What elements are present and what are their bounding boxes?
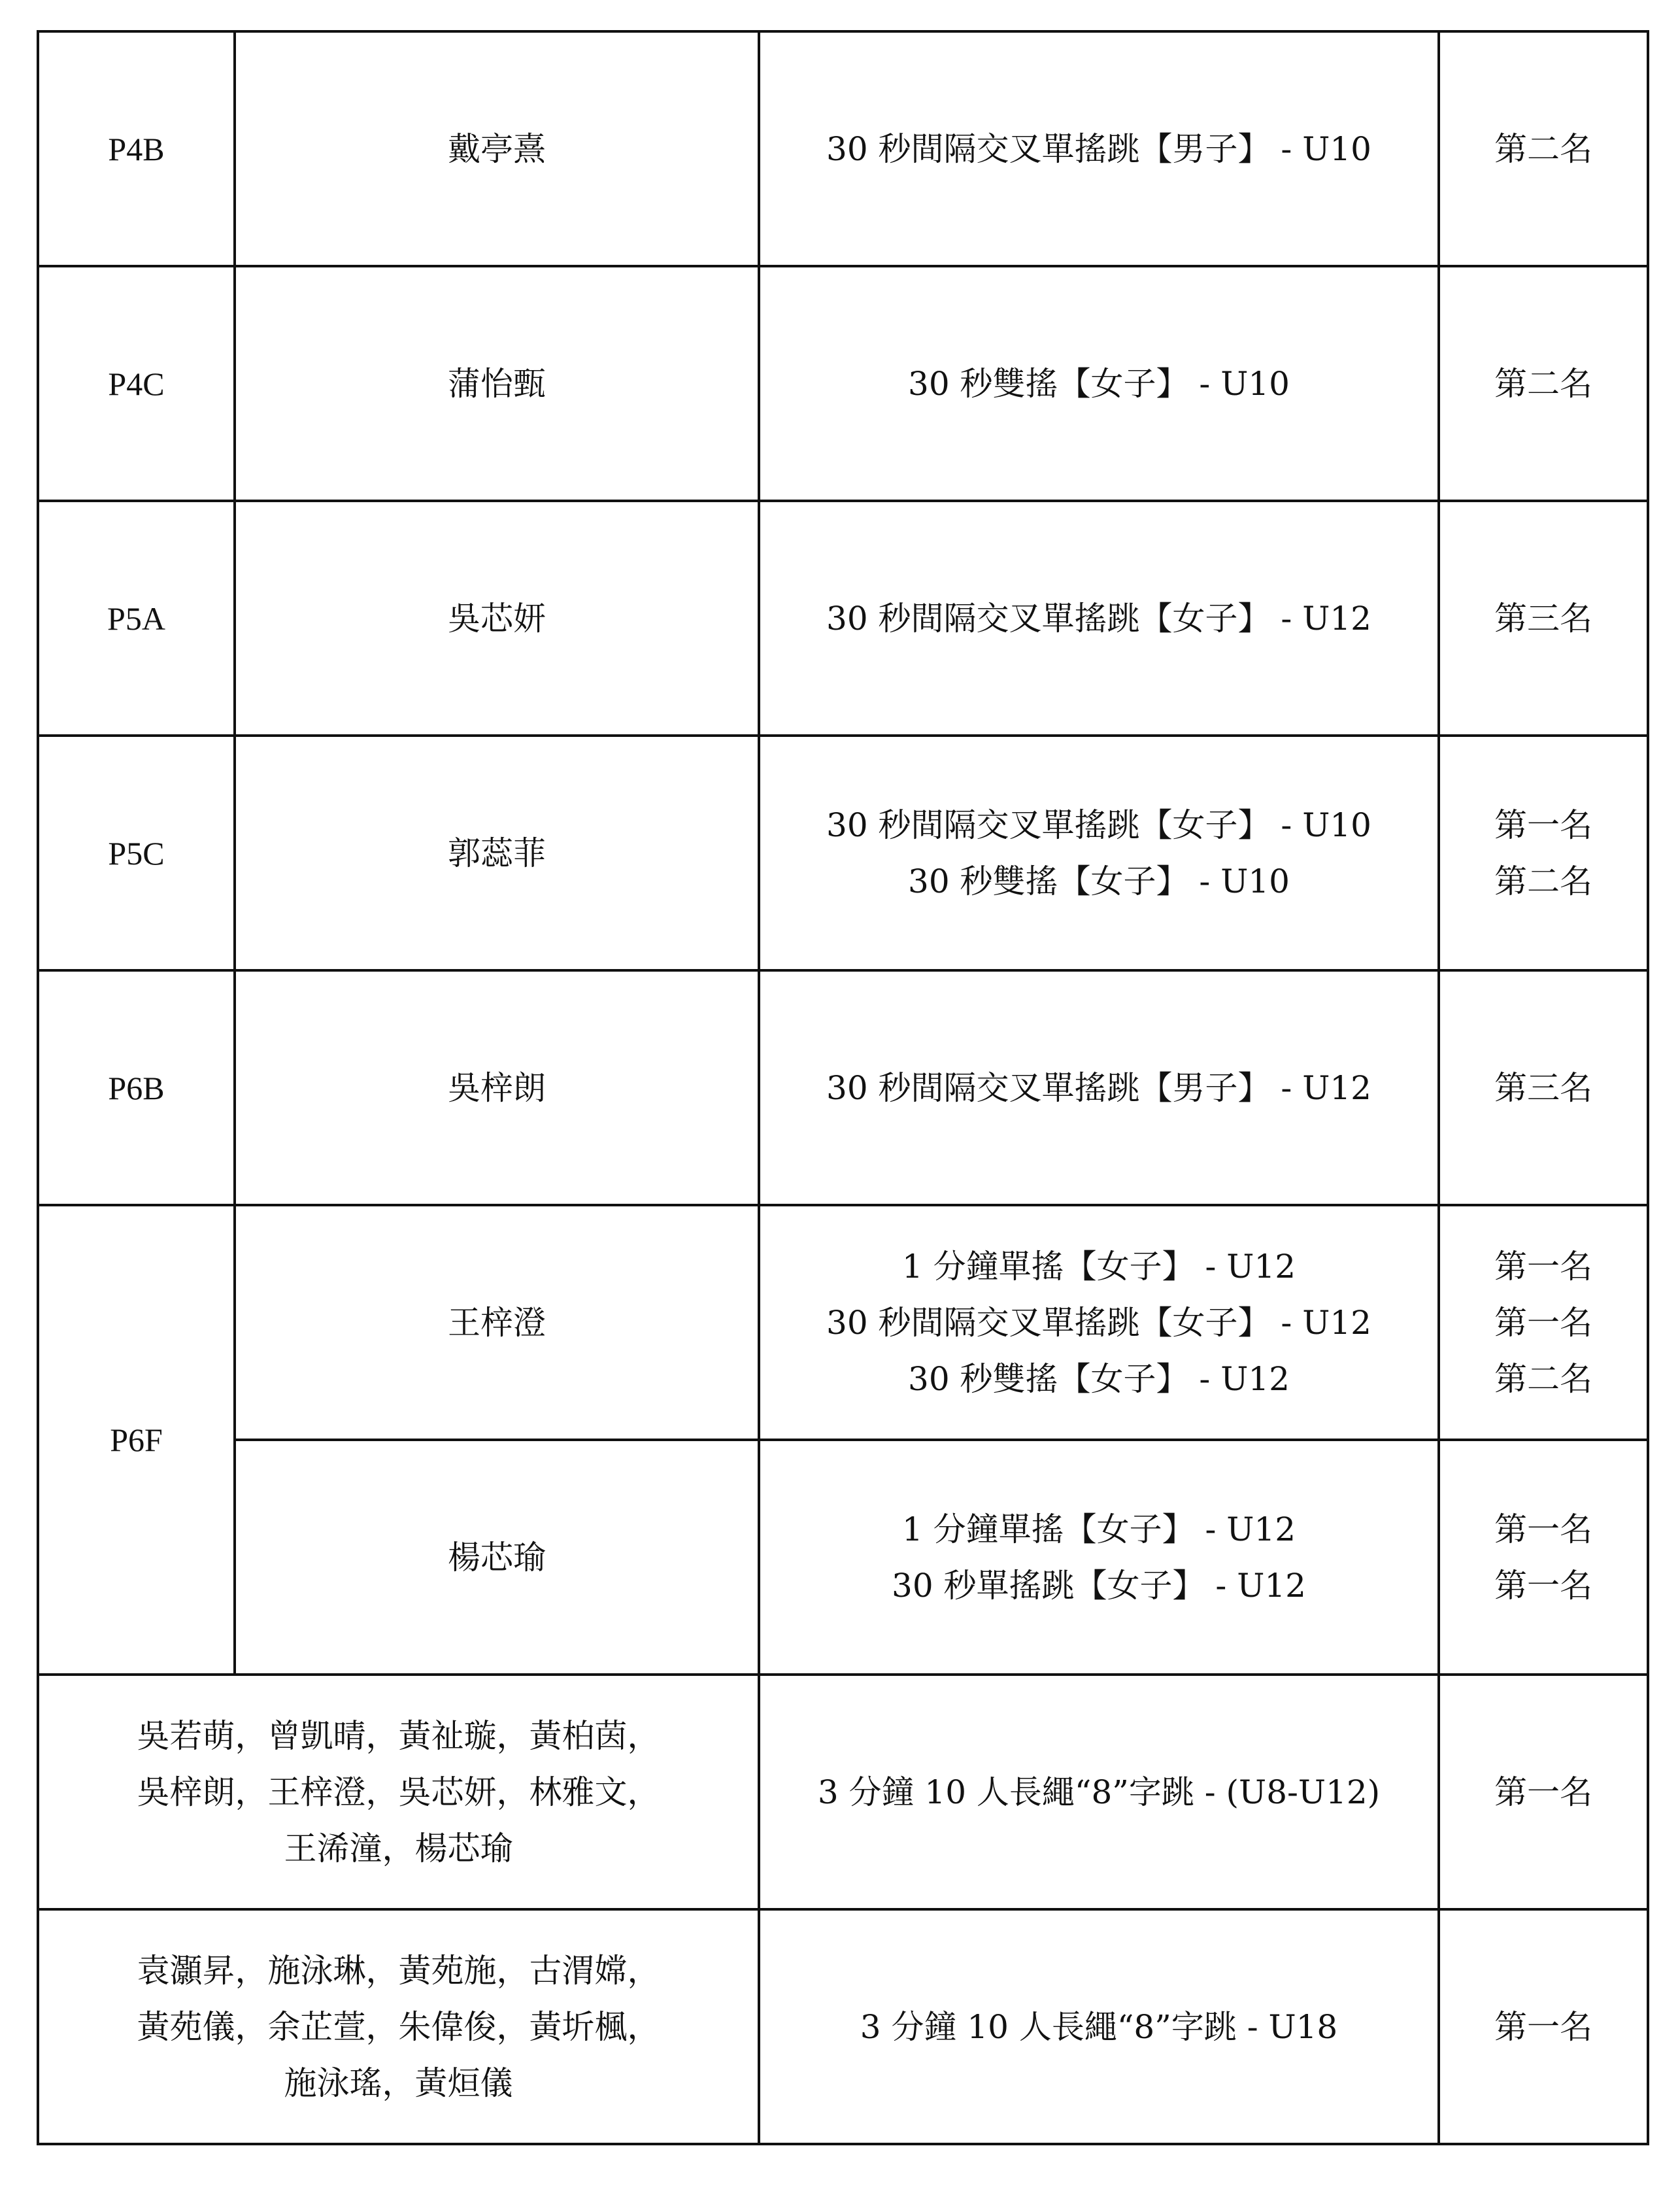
event-line: 1 分鐘單搖【女子】 - U12 <box>901 1510 1296 1548</box>
rank-cell <box>1439 1909 1648 2144</box>
event-line: 3 分鐘 10 人長繩“8”字跳 - (U8-U12) <box>817 1773 1381 1811</box>
event-cell <box>759 970 1439 1205</box>
rank-cell <box>1439 501 1648 736</box>
rank-cell <box>1439 736 1648 970</box>
team-row <box>38 1675 1648 1909</box>
rank-cell <box>1439 1440 1648 1675</box>
table-row <box>38 736 1648 970</box>
class-cell: P5C <box>38 736 235 970</box>
event-line: 30 秒間隔交叉單搖跳【女子】 - U10 <box>826 806 1371 844</box>
awards-table <box>37 30 1649 2145</box>
event-line: 30 秒間隔交叉單搖跳【女子】 - U12 <box>826 599 1371 638</box>
event-line: 1 分鐘單搖【女子】 - U12 <box>901 1247 1296 1286</box>
event-line: 30 秒間隔交叉單搖跳【男子】 - U10 <box>826 129 1371 168</box>
rank-cell <box>1439 1205 1648 1440</box>
event-line: 30 秒雙搖【女子】 - U10 <box>908 364 1290 403</box>
event-cell <box>759 266 1439 501</box>
rank-line: 第二名 <box>1494 129 1592 168</box>
event-line: 30 秒雙搖【女子】 - U10 <box>908 862 1290 900</box>
rank-line: 第一名 <box>1494 1303 1592 1342</box>
event-cell <box>759 31 1439 266</box>
rank-line: 第三名 <box>1494 1068 1592 1107</box>
student-name-cell: 戴亭熹 <box>235 31 759 266</box>
team-members-line: 王浠潼，楊芯瑜 <box>284 1829 513 1867</box>
rank-line: 第一名 <box>1494 1510 1592 1548</box>
student-name-cell: 吳芯妍 <box>235 501 759 736</box>
team-members-line: 吳梓朗，王梓澄，吳芯妍，林雅文， <box>137 1773 660 1811</box>
rank-line: 第一名 <box>1494 1566 1592 1605</box>
table-row <box>38 31 1648 266</box>
event-cell <box>759 1909 1439 2144</box>
team-members-cell <box>38 1909 759 2144</box>
rank-line: 第三名 <box>1494 599 1592 638</box>
table-row <box>38 970 1648 1205</box>
class-cell: P6B <box>38 970 235 1205</box>
team-row <box>38 1909 1648 2144</box>
event-line: 30 秒間隔交叉單搖跳【男子】 - U12 <box>826 1068 1371 1107</box>
class-cell: P6F <box>38 1205 235 1675</box>
team-members-line: 袁灝昇，施泳琳，黃苑施，古渭嫦， <box>137 1951 660 1990</box>
team-members-line: 吳若萌，曾凱晴，黃祉璇，黃柏茵， <box>137 1716 660 1755</box>
student-name-cell: 楊芯瑜 <box>235 1440 759 1675</box>
event-cell <box>759 1205 1439 1440</box>
event-cell <box>759 501 1439 736</box>
team-members-cell <box>38 1675 759 1909</box>
class-cell: P5A <box>38 501 235 736</box>
rank-cell <box>1439 1675 1648 1909</box>
rank-line: 第一名 <box>1494 806 1592 844</box>
rank-line: 第二名 <box>1494 1359 1592 1398</box>
rank-line: 第一名 <box>1494 2007 1592 2046</box>
student-name-cell: 郭蕊菲 <box>235 736 759 970</box>
student-name-cell: 蒲怡甄 <box>235 266 759 501</box>
rank-cell <box>1439 266 1648 501</box>
rank-cell <box>1439 970 1648 1205</box>
rank-cell <box>1439 31 1648 266</box>
table-row <box>38 1440 1648 1675</box>
rank-line: 第一名 <box>1494 1773 1592 1811</box>
event-line: 30 秒單搖跳【女子】 - U12 <box>892 1566 1306 1605</box>
table-row <box>38 501 1648 736</box>
rank-line: 第一名 <box>1494 1247 1592 1286</box>
student-name-cell: 王梓澄 <box>235 1205 759 1440</box>
event-cell <box>759 736 1439 970</box>
rank-line: 第二名 <box>1494 364 1592 403</box>
table-row <box>38 266 1648 501</box>
event-line: 30 秒雙搖【女子】 - U12 <box>908 1359 1290 1398</box>
class-cell: P4B <box>38 31 235 266</box>
team-members-line: 施泳瑤，黃烜儀 <box>284 2064 513 2102</box>
event-cell <box>759 1675 1439 1909</box>
team-members-line: 黃苑儀，余芷萱，朱偉俊，黃圻楓， <box>137 2007 660 2046</box>
event-line: 30 秒間隔交叉單搖跳【女子】 - U12 <box>826 1303 1371 1342</box>
event-cell <box>759 1440 1439 1675</box>
class-cell: P4C <box>38 266 235 501</box>
student-name-cell: 吳梓朗 <box>235 970 759 1205</box>
event-line: 3 分鐘 10 人長繩“8”字跳 - U18 <box>860 2007 1338 2046</box>
rank-line: 第二名 <box>1494 862 1592 900</box>
table-row <box>38 1205 1648 1440</box>
